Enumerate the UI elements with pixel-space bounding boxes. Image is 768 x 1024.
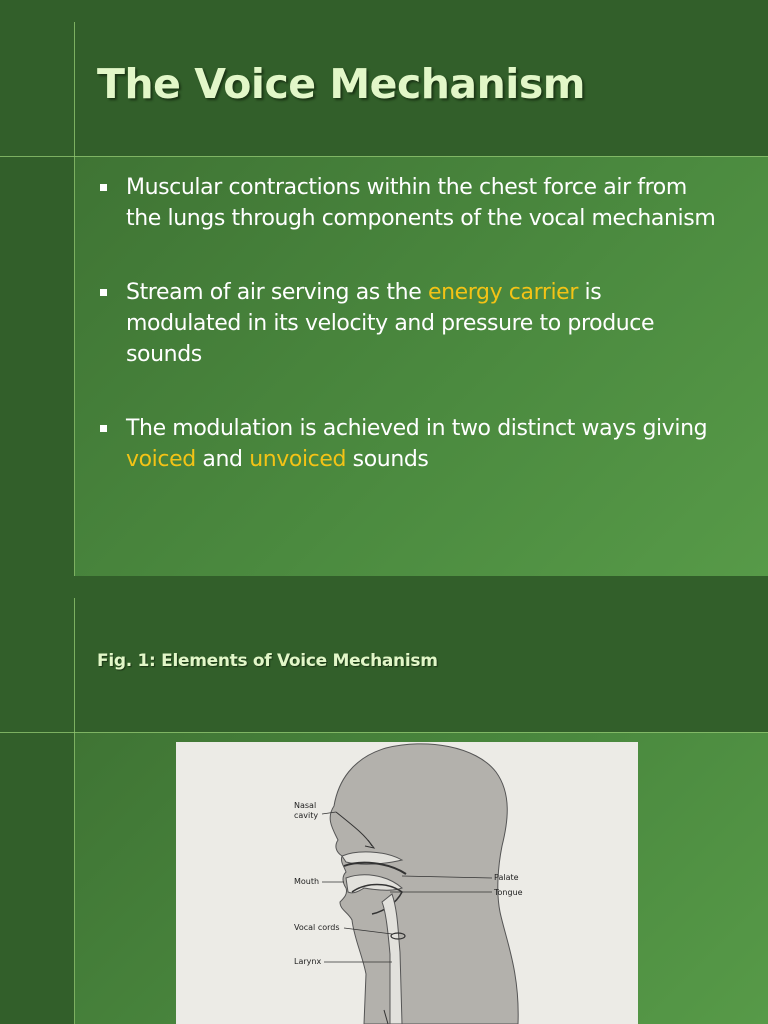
bullet-item [98, 277, 718, 370]
label-vocal-cords: Vocal cords [294, 923, 340, 932]
label-cavity: cavity [294, 811, 319, 820]
bullet-text-before: The modulation is achieved in two distinct ways giving [126, 416, 708, 441]
bullet-text-middle: and [195, 447, 250, 472]
divider-vertical [74, 598, 75, 1024]
bullet-text-after: sounds [346, 447, 429, 472]
bullet-item [98, 172, 718, 234]
figure-caption: Fig. 1: Elements of Voice Mechanism [97, 651, 438, 671]
label-palate: Palate [494, 873, 519, 882]
highlight-unvoiced: unvoiced [249, 447, 347, 472]
slide-figure [0, 576, 768, 1024]
bullet-text-after: is modulated in its velocity and pressure to produce sounds [126, 280, 655, 367]
vocal-tract-diagram [176, 742, 638, 1024]
bullet-square-icon [100, 184, 107, 191]
divider-horizontal [0, 732, 768, 733]
label-tongue: Tongue [494, 888, 523, 897]
bullet-item [98, 413, 718, 475]
bullet-text-before: Stream of air serving as the [126, 280, 428, 305]
label-nasal: Nasal [294, 801, 317, 810]
label-larynx: Larynx [294, 957, 322, 966]
divider-horizontal [0, 156, 768, 157]
highlight-energy-carrier: energy carrier [427, 280, 578, 305]
label-mouth: Mouth [294, 877, 320, 886]
bullet-square-icon [100, 289, 107, 296]
bullet-list [98, 172, 718, 518]
slide-title: The Voice Mechanism [97, 60, 585, 108]
highlight-voiced: voiced [126, 447, 196, 472]
bullet-text: Muscular contractions within the chest force air from the lungs through components of the vocal mechanism [126, 175, 716, 231]
divider-vertical [74, 22, 75, 576]
bullet-square-icon [100, 425, 107, 432]
